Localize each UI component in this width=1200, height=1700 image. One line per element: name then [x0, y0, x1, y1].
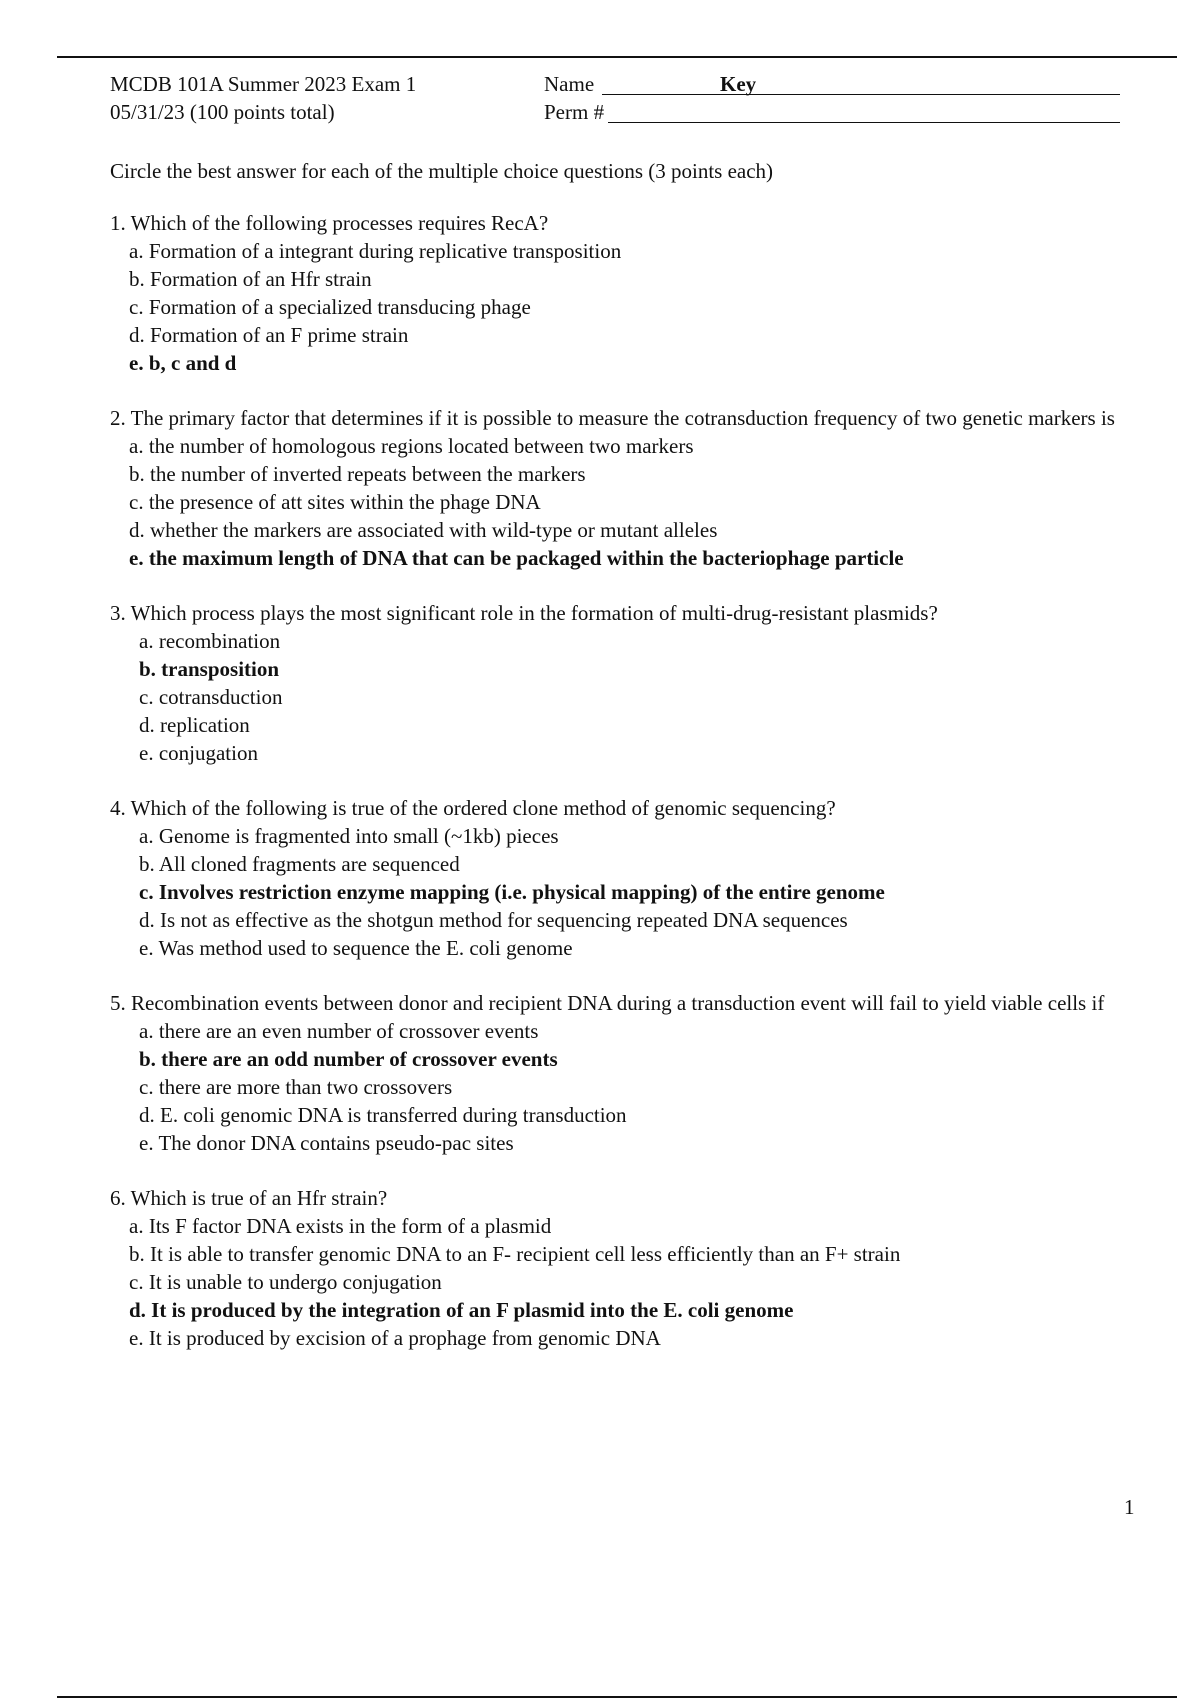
option-c: c. there are more than two crossovers	[139, 1075, 453, 1099]
option-list	[110, 1017, 1130, 1157]
question-stem: 5. Recombination events between donor and recipient DNA during a transduction event will fail to yield viable cells if	[110, 991, 1105, 1015]
option-d: d. Formation of an F prime strain	[129, 323, 409, 347]
option-e: e. Was method used to sequence the E. coli genome	[139, 936, 573, 960]
option-a: a. Genome is fragmented into small (~1kb) pieces	[139, 824, 559, 848]
option-list	[110, 822, 1130, 962]
instructions: Circle the best answer for each of the multiple choice questions (3 points each)	[110, 159, 774, 183]
question-stem: 1. Which of the following processes requires RecA?	[110, 211, 549, 235]
option-list	[110, 432, 1130, 572]
question-2	[110, 404, 1130, 572]
option-a: a. there are an even number of crossover events	[139, 1019, 539, 1043]
perm-blank	[608, 98, 1120, 123]
name-value: Key	[720, 72, 757, 96]
option-list	[110, 237, 1130, 377]
question-list	[110, 209, 1130, 1379]
question-3	[110, 599, 1130, 767]
option-e: e. conjugation	[139, 741, 258, 765]
option-b: b. Formation of an Hfr strain	[129, 267, 372, 291]
question-stem: 2. The primary factor that determines if it is possible to measure the cotransduction frequency of two genetic markers is	[110, 406, 1115, 430]
option-e: e. It is produced by excision of a prophage from genomic DNA	[129, 1326, 661, 1350]
question-stem: 6. Which is true of an Hfr strain?	[110, 1186, 388, 1210]
option-b: b. there are an odd number of crossover events	[139, 1047, 558, 1071]
perm-line	[544, 98, 1120, 126]
option-e: e. b, c and d	[129, 351, 237, 375]
option-c: c. Formation of a specialized transducing phage	[129, 295, 531, 319]
option-a: a. the number of homologous regions located between two markers	[129, 434, 694, 458]
option-list	[110, 627, 1130, 767]
student-info	[544, 70, 1120, 126]
exam-date: 05/31/23 (100 points total)	[110, 100, 335, 124]
page-number: 1	[1124, 1495, 1135, 1519]
option-b: b. All cloned fragments are sequenced	[139, 852, 460, 876]
question-1	[110, 209, 1130, 377]
name-blank	[602, 70, 1120, 95]
option-list	[110, 1212, 1130, 1352]
option-d: d. whether the markers are associated with wild-type or mutant alleles	[129, 518, 718, 542]
question-5	[110, 989, 1130, 1157]
question-6	[110, 1184, 1130, 1352]
top-rule	[57, 56, 1177, 58]
option-e: e. the maximum length of DNA that can be packaged within the bacteriophage particle	[129, 546, 904, 570]
name-label: Name	[544, 72, 595, 96]
option-b: b. the number of inverted repeats between the markers	[129, 462, 586, 486]
option-c: c. cotransduction	[139, 685, 283, 709]
course-title: MCDB 101A Summer 2023 Exam 1	[110, 72, 417, 96]
option-a: a. recombination	[139, 629, 281, 653]
option-b: b. transposition	[139, 657, 280, 681]
option-d: d. Is not as effective as the shotgun method for sequencing repeated DNA sequences	[139, 908, 848, 932]
option-c: c. Involves restriction enzyme mapping (i.e. physical mapping) of the entire genome	[139, 880, 885, 904]
perm-label: Perm #	[544, 100, 605, 124]
option-a: a. Its F factor DNA exists in the form of a plasmid	[129, 1214, 552, 1238]
question-4	[110, 794, 1130, 962]
option-c: c. the presence of att sites within the phage DNA	[129, 490, 541, 514]
option-d: d. It is produced by the integration of an F plasmid into the E. coli genome	[129, 1298, 794, 1322]
option-b: b. It is able to transfer genomic DNA to an F- recipient cell less efficiently than an F+ strain	[129, 1242, 901, 1266]
question-stem: 4. Which of the following is true of the ordered clone method of genomic sequencing?	[110, 796, 836, 820]
option-d: d. replication	[139, 713, 250, 737]
question-stem: 3. Which process plays the most significant role in the formation of multi-drug-resistant plasmids?	[110, 601, 938, 625]
course-info	[110, 70, 416, 126]
bottom-rule	[57, 1696, 1177, 1698]
option-d: d. E. coli genomic DNA is transferred during transduction	[139, 1103, 627, 1127]
option-e: e. The donor DNA contains pseudo-pac sites	[139, 1131, 514, 1155]
name-line	[544, 70, 1120, 98]
option-a: a. Formation of a integrant during replicative transposition	[129, 239, 622, 263]
option-c: c. It is unable to undergo conjugation	[129, 1270, 442, 1294]
